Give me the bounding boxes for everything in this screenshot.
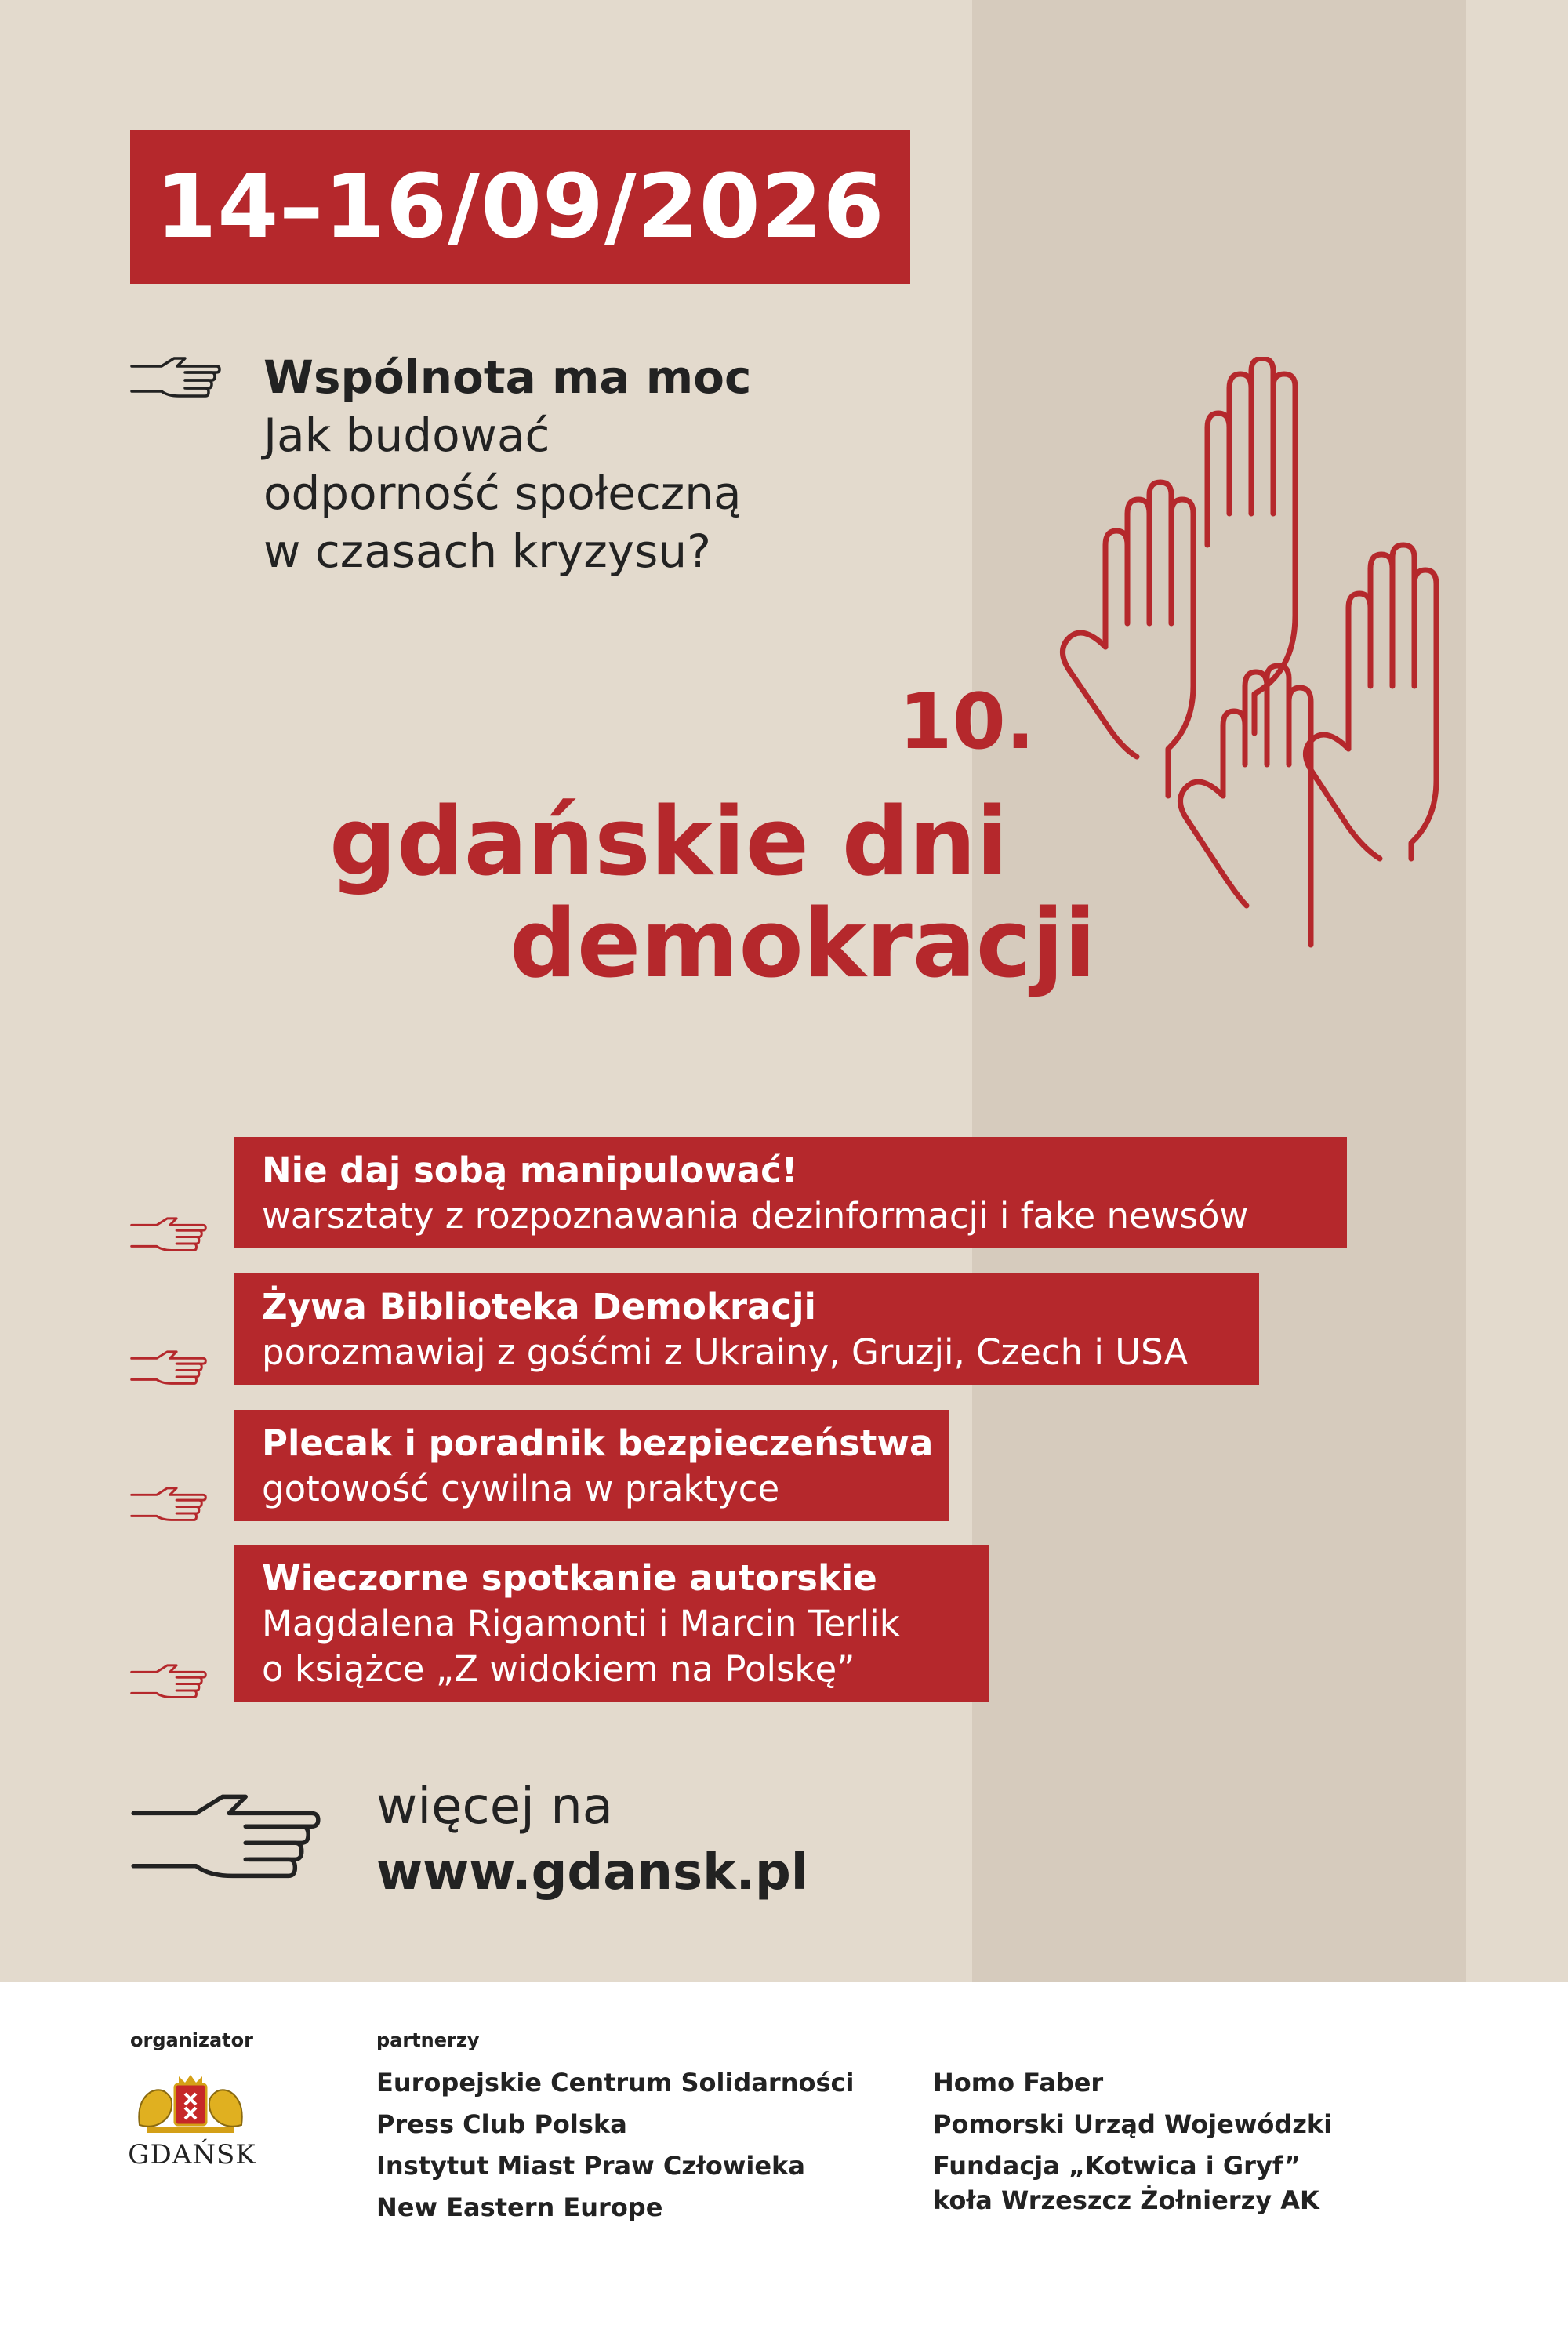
partners-label: partnerzy — [376, 2029, 480, 2051]
partner-name: Europejskie Centrum Solidarności — [376, 2068, 855, 2098]
pointing-hand-icon — [130, 1217, 207, 1253]
program-item-subtitle: porozmawiaj z gośćmi z Ukrainy, Gruzji, Czech i USA — [262, 1331, 1189, 1373]
program-item — [234, 1545, 989, 1702]
pointing-hand-icon — [130, 1487, 207, 1523]
partner-name: Fundacja „Kotwica i Gryf” — [933, 2151, 1301, 2181]
more-info — [376, 1774, 808, 1905]
pointing-hand-icon — [130, 1792, 321, 1883]
background-right — [1466, 0, 1568, 1982]
program-item-subtitle: o książce „Z widokiem na Polskę” — [262, 1648, 855, 1690]
edition-number: 10. — [898, 677, 1035, 767]
intro-title: Wspólnota ma moc — [263, 351, 752, 404]
program-item — [234, 1410, 949, 1521]
gdansk-crest-icon — [132, 2070, 249, 2141]
program-item — [234, 1273, 1259, 1385]
more-label: więcej na — [376, 1778, 613, 1836]
partner-name: Press Club Polska — [376, 2109, 627, 2139]
program-item-title: Nie daj sobą manipulować! — [262, 1150, 798, 1191]
intro-line: w czasach kryzysu? — [263, 525, 711, 578]
partner-name: New Eastern Europe — [376, 2192, 663, 2222]
intro-line: odporność społeczną — [263, 467, 742, 520]
pointing-hand-icon — [130, 357, 221, 399]
organizer-label: organizator — [130, 2029, 253, 2051]
event-title-line: gdańskie dni — [329, 788, 1009, 897]
event-title-line: demokracji — [510, 890, 1097, 999]
program-item — [234, 1137, 1347, 1248]
partners-list — [933, 2062, 1332, 2217]
website-link[interactable]: www.gdansk.pl — [376, 1843, 808, 1901]
partner-name: koła Wrzeszcz Żołnierzy AK — [933, 2185, 1319, 2215]
program-item-title: Plecak i poradnik bezpieczeństwa — [262, 1422, 934, 1464]
pointing-hand-icon — [130, 1664, 207, 1700]
program-item-subtitle: Magdalena Rigamonti i Marcin Terlik — [262, 1603, 900, 1644]
program-item-subtitle: warsztaty z rozpoznawania dezinformacji i fake newsów — [262, 1195, 1249, 1237]
program-item-subtitle: gotowość cywilna w praktyce — [262, 1468, 780, 1509]
partner-name: Homo Faber — [933, 2068, 1104, 2098]
gdansk-logo-text: GDAŃSK — [128, 2139, 256, 2170]
partner-name: Pomorski Urząd Wojewódzki — [933, 2109, 1333, 2139]
event-date: 14–16/09/2026 — [130, 130, 910, 284]
pointing-hand-icon — [130, 1350, 207, 1386]
partners-list — [376, 2062, 854, 2228]
intro-line: Jak budować — [263, 409, 550, 462]
event-title — [329, 788, 1192, 999]
partner-name: Instytut Miast Praw Człowieka — [376, 2151, 805, 2181]
program-item-title: Żywa Biblioteka Demokracji — [262, 1286, 816, 1328]
program-item-title: Wieczorne spotkanie autorskie — [262, 1557, 877, 1599]
intro-text — [263, 348, 751, 580]
